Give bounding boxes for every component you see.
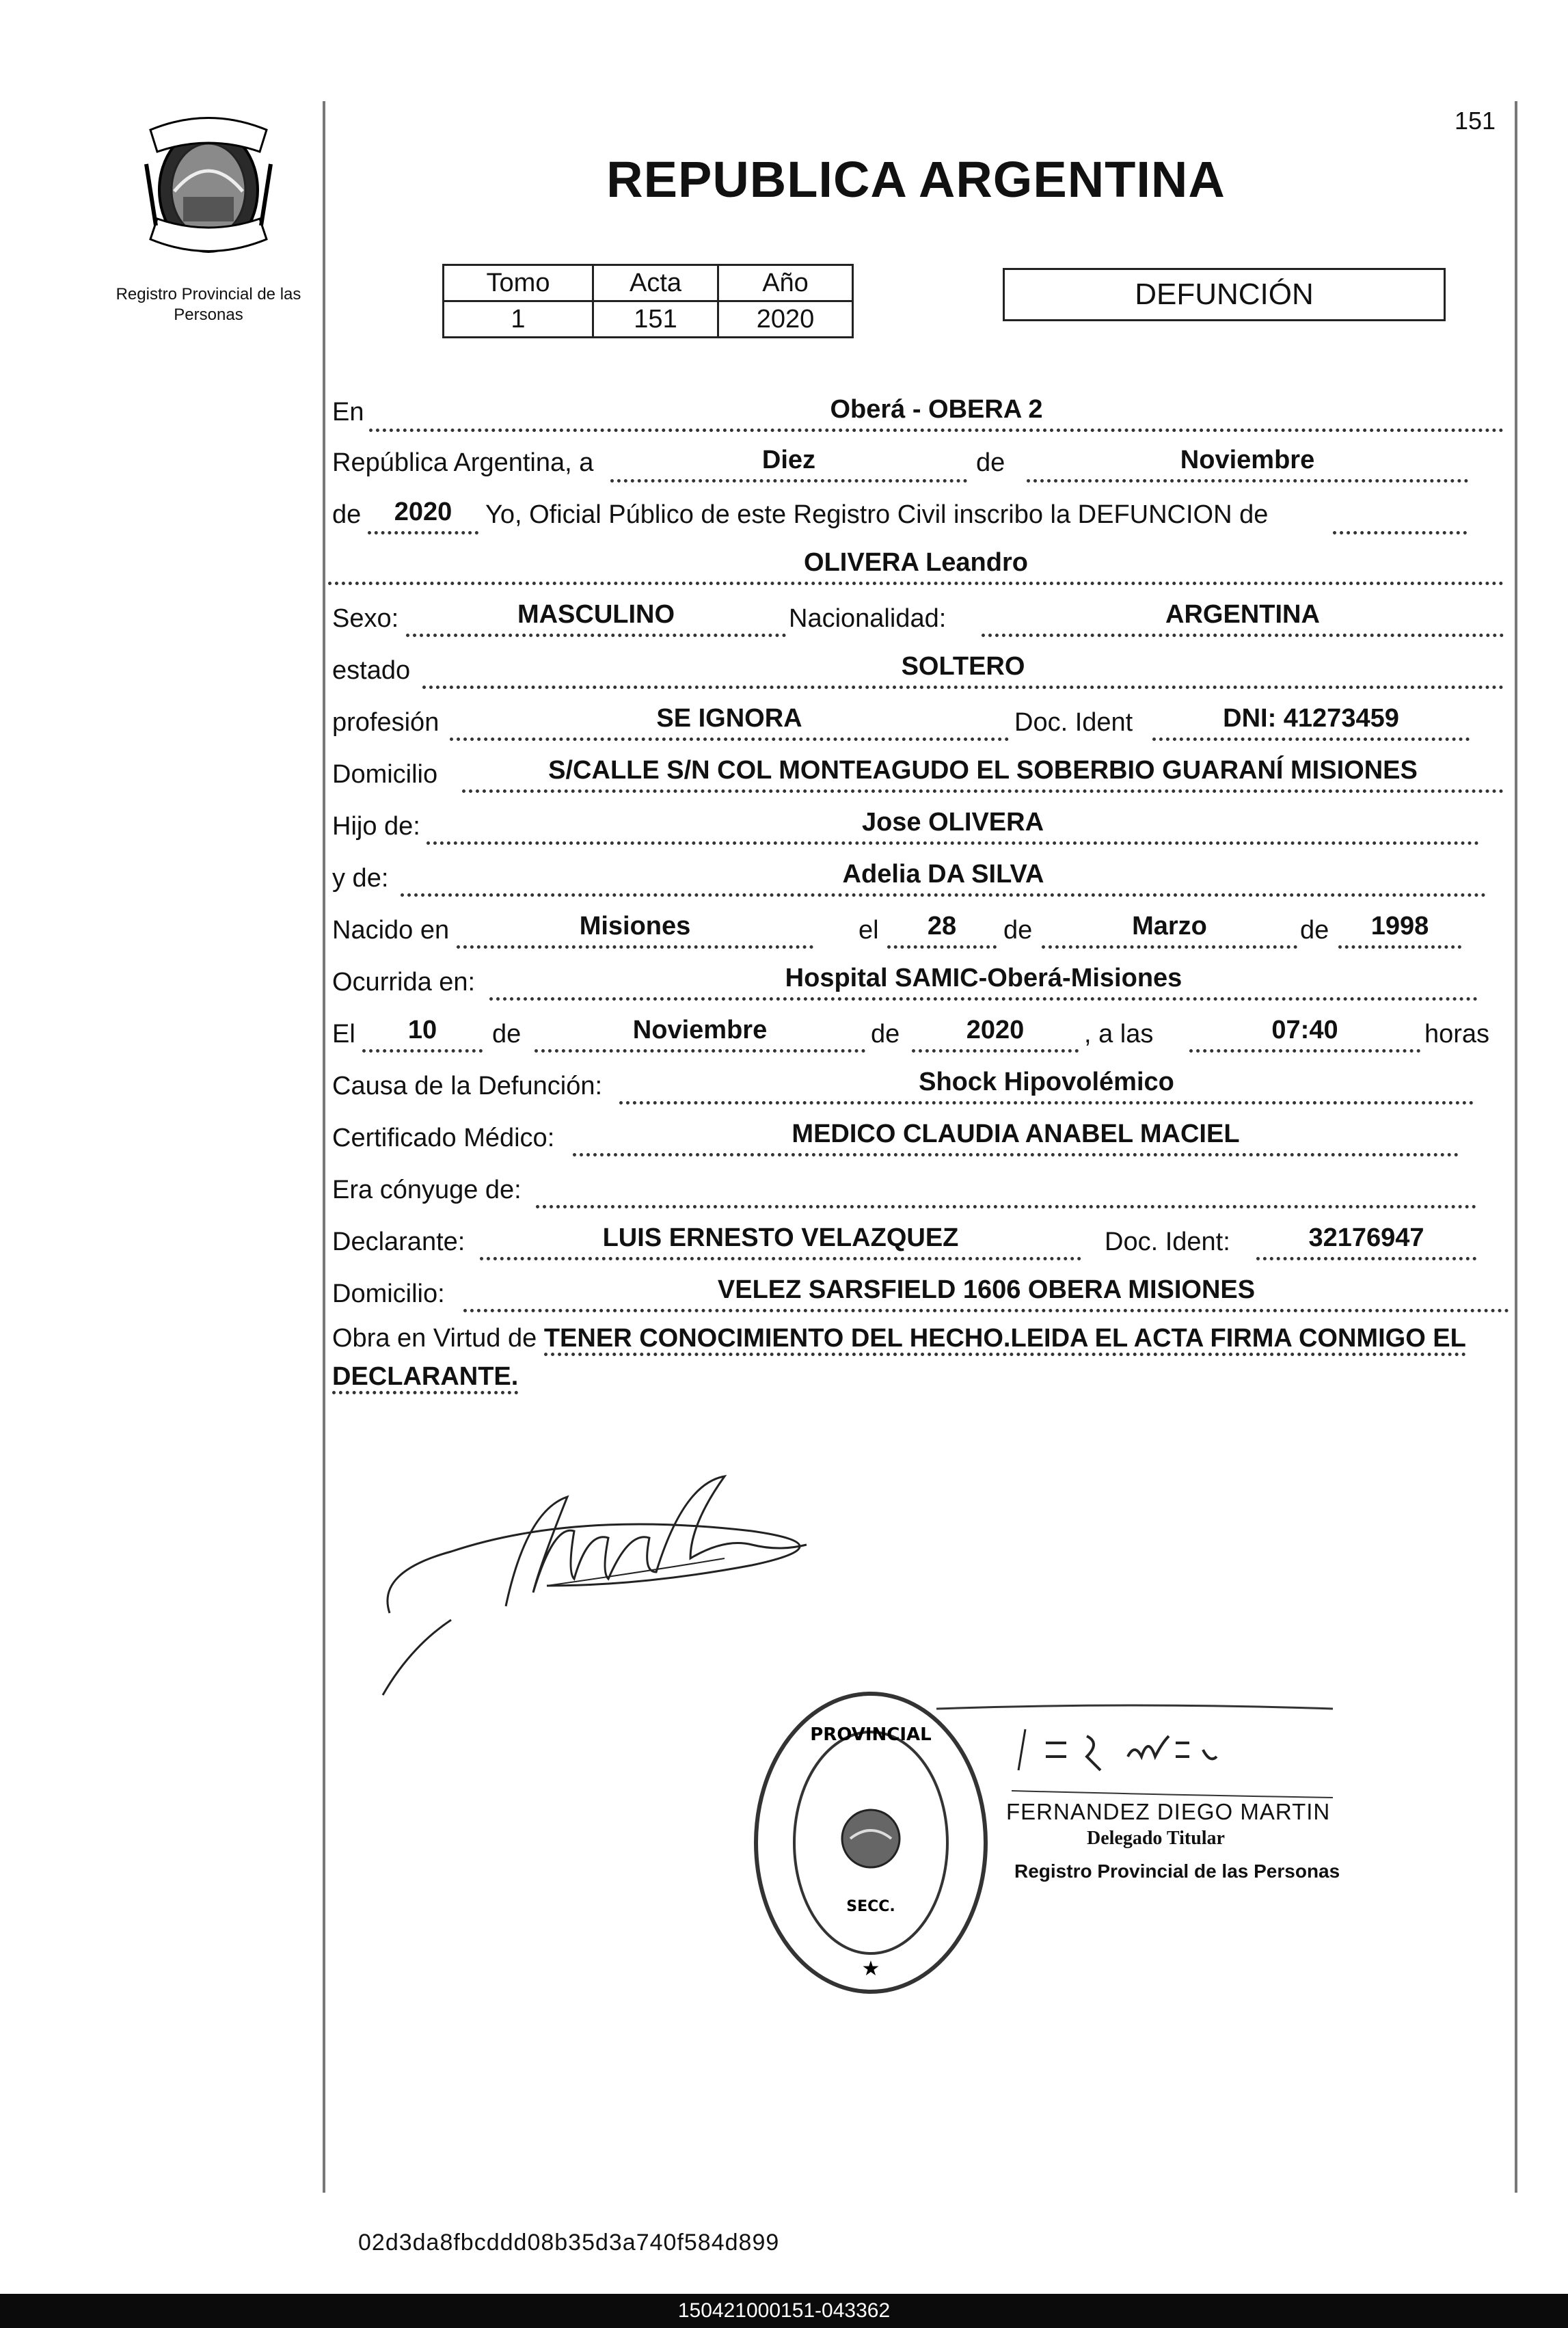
page-number: 151 (1455, 107, 1496, 135)
nac-anio-field: 1998 (1338, 910, 1461, 949)
domicilio-label: Domicilio (332, 760, 438, 789)
obra-label: Obra en Virtud de (332, 1324, 537, 1353)
de-label: de (976, 448, 1005, 477)
obra-en-virtud (332, 1319, 1508, 1396)
estado-label: estado (332, 656, 411, 685)
page-title: REPUBLICA ARGENTINA (606, 151, 1226, 208)
hijo-label: Hijo de: (332, 812, 420, 841)
de-label: de (1003, 916, 1033, 945)
deceased-name-field: OLIVERA Leandro (328, 547, 1504, 585)
record-type-box: DEFUNCIÓN (1003, 268, 1446, 321)
declarant-signature (369, 1470, 861, 1702)
day-words-field: Diez (610, 444, 967, 483)
en-label: En (332, 398, 364, 427)
tomo-value: 1 (444, 301, 593, 338)
officer-signature (930, 1695, 1340, 1804)
republica-label: República Argentina, a (332, 448, 594, 477)
de-label: de (332, 500, 362, 529)
right-margin-line (1515, 101, 1517, 2193)
declarante-label: Declarante: (332, 1228, 465, 1256)
year-field: 2020 (368, 496, 478, 534)
officer-name: FERNANDEZ DIEGO MARTIN (1006, 1799, 1331, 1824)
declarante-field: LUIS ERNESTO VELAZQUEZ (480, 1222, 1081, 1260)
def-dia-field: 10 (362, 1014, 483, 1053)
sexo-label: Sexo: (332, 604, 399, 633)
acta-header: Acta (593, 265, 718, 301)
registry-header-row (444, 265, 853, 301)
yo-text: Yo, Oficial Público de este Registro Civil inscribo la DEFUNCION de (485, 500, 1269, 529)
de-label: de (871, 1020, 900, 1048)
doc2-field: 32176947 (1256, 1222, 1476, 1260)
cert-label: Certificado Médico: (332, 1124, 555, 1152)
svg-text:PROVINCIAL: PROVINCIAL (810, 1724, 932, 1745)
def-anio-field: 2020 (912, 1014, 1079, 1053)
registry-table (442, 264, 854, 338)
de-label: de (492, 1020, 522, 1048)
place-field: Oberá - OBERA 2 (369, 394, 1504, 432)
svg-text:★: ★ (861, 1957, 880, 1981)
cert-field: MEDICO CLAUDIA ANABEL MACIEL (573, 1118, 1459, 1156)
logo-caption: Registro Provincial de las Personas (116, 285, 301, 324)
profesion-label: profesión (332, 708, 440, 737)
officer-org: Registro Provincial de las Personas (1014, 1860, 1340, 1882)
footer-code-bar: 150421000151-043362 (0, 2294, 1568, 2328)
hora-field: 07:40 (1189, 1014, 1420, 1053)
ocurrida-field: Hospital SAMIC-Oberá-Misiones (489, 962, 1478, 1001)
madre-field: Adelia DA SILVA (401, 858, 1486, 897)
obra-value: TENER CONOCIMIENTO DEL HECHO.LEIDA EL ACTA FIRMA CONMIGO EL DECLARANTE. (332, 1324, 1466, 1394)
nac-mes-field: Marzo (1042, 910, 1297, 949)
causa-field: Shock Hipovolémico (619, 1066, 1474, 1105)
nacido-label: Nacido en (332, 916, 450, 945)
nacionalidad-field: ARGENTINA (982, 599, 1504, 637)
registry-value-row (444, 301, 853, 338)
profesion-field: SE IGNORA (450, 703, 1009, 741)
conyuge-label: Era cónyuge de: (332, 1176, 522, 1204)
acta-value: 151 (593, 301, 718, 338)
anio-header: Año (718, 265, 853, 301)
alas-label: , a las (1084, 1020, 1154, 1048)
estado-field: SOLTERO (422, 651, 1504, 689)
de-label: de (1300, 916, 1329, 945)
nacionalidad-label: Nacionalidad: (789, 604, 947, 633)
nac-dia-field: 28 (887, 910, 997, 949)
svg-text:SECC.: SECC. (846, 1898, 895, 1915)
doc-label: Doc. Ident (1014, 708, 1133, 737)
domicilio2-field: VELEZ SARSFIELD 1606 OBERA MISIONES (463, 1274, 1509, 1312)
yde-label: y de: (332, 864, 389, 893)
ocurrida-label: Ocurrida en: (332, 968, 476, 997)
document-hash: 02d3da8fbcddd08b35d3a740f584d899 (358, 2230, 780, 2256)
def-mes-field: Noviembre (535, 1014, 865, 1053)
conyuge-field (536, 1170, 1476, 1208)
tomo-header: Tomo (444, 265, 593, 301)
month-field: Noviembre (1027, 444, 1468, 483)
domicilio2-label: Domicilio: (332, 1280, 445, 1308)
causa-label: Causa de la Defunción: (332, 1072, 603, 1100)
domicilio-field: S/CALLE S/N COL MONTEAGUDO EL SOBERBIO GUARANÍ MISIONES (462, 755, 1504, 793)
horas-label: horas (1424, 1020, 1490, 1048)
left-margin-line (323, 101, 325, 2193)
anio-value: 2020 (718, 301, 853, 338)
nacido-lugar-field: Misiones (457, 910, 813, 949)
trailing-blank-field (1333, 496, 1467, 534)
el-label: el (859, 916, 879, 945)
province-logo (137, 109, 280, 267)
doc2-label: Doc. Ident: (1105, 1228, 1230, 1256)
padre-field: Jose OLIVERA (427, 807, 1479, 845)
officer-role: Delegado Titular (1087, 1828, 1225, 1849)
doc-field: DNI: 41273459 (1152, 703, 1470, 741)
el-label: El (332, 1020, 355, 1048)
sexo-field: MASCULINO (406, 599, 786, 637)
